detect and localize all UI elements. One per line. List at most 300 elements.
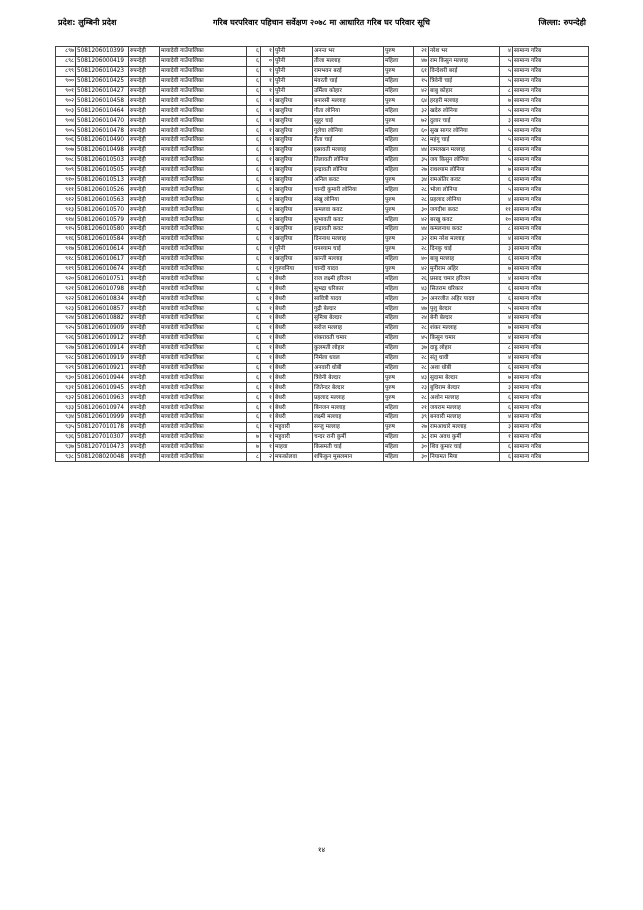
table-row [56,393,589,403]
cell-father-name: हरहरी मल्लाह [429,96,500,106]
cell-serial: ९३० [56,373,76,383]
cell-district: रुपन्देही [129,215,160,225]
cell-gender: महिला [384,76,414,86]
cell-members: ७ [500,264,513,274]
cell-members: १ [500,432,513,442]
cell-father-name: किसुन चमार [429,333,500,343]
cell-village: खजुरिया [274,234,313,244]
cell-father-name: राम किसुन मल्लाह [429,56,500,66]
cell-ward: ६ [247,195,261,205]
cell-district: रुपन्देही [129,323,160,333]
cell-household-id: 5081207010178 [76,422,129,432]
cell-head-name: किसमती चाई [313,442,384,452]
cell-household-id: 5081206010914 [76,343,129,353]
cell-father-name: नरेश भर [429,47,500,57]
cell-district: रुपन्देही [129,314,160,324]
cell-village: माहवा [274,442,313,452]
cell-district: रुपन्देही [129,403,160,413]
cell-category: सामान्य गरिब [513,264,589,274]
cell-ward: ६ [247,225,261,235]
cell-municipality: मायादेवी गाउँपालिका [160,353,247,363]
cell-serial: ९०१ [56,86,76,96]
cell-father-name: दुलार चाई [429,116,500,126]
cell-serial: ९२८ [56,353,76,363]
cell-members: ५ [500,56,513,66]
cell-village: खजुरिया [274,96,313,106]
table-row [56,422,589,432]
table-row [56,403,589,413]
cell-members: ४ [500,314,513,324]
cell-father-name: प्रसाद चमार हरिजन [429,274,500,284]
cell-ward: ६ [247,314,261,324]
cell-head-name: इस्रावती मल्लाह [313,145,384,155]
cell-serial: ९३३ [56,403,76,413]
cell-head-name: घनश्याम चाई [313,244,384,254]
cell-members: ६ [500,403,513,413]
cell-members: ११ [500,205,513,215]
cell-category: सामान्य गरिब [513,136,589,146]
cell-members: ८ [500,86,513,96]
cell-village: बेथरी [274,393,313,403]
cell-tole-no: १ [261,205,274,215]
cell-head-name: सुभद्रा धरिकार [313,284,384,294]
cell-municipality: मायादेवी गाउँपालिका [160,333,247,343]
cell-district: रुपन्देही [129,363,160,373]
cell-ward: ६ [247,126,261,136]
cell-ward: ६ [247,333,261,343]
cell-head-name: तीजा मल्लाह [313,56,384,66]
cell-village: खजुरिया [274,106,313,116]
cell-members: ६ [500,452,513,462]
cell-ward: ६ [247,403,261,413]
cell-district: रुपन्देही [129,155,160,165]
cell-tole-no: १ [261,314,274,324]
cell-age: ४२ [414,215,429,225]
table-row [56,284,589,294]
cell-members: ६ [500,284,513,294]
cell-members: ६ [500,294,513,304]
cell-household-id: 5081206010674 [76,264,129,274]
cell-gender: महिला [384,403,414,413]
cell-household-id: 5081206010834 [76,294,129,304]
cell-ward: ६ [247,373,261,383]
cell-category: सामान्य गरिब [513,363,589,373]
cell-head-name: सावित्री यादव [313,294,384,304]
cell-category: सामान्य गरिब [513,373,589,383]
cell-father-name: राम अवध कुर्मी [429,432,500,442]
cell-age: ३२ [414,106,429,116]
cell-serial: ९३५ [56,422,76,432]
cell-gender: पुरुष [384,116,414,126]
cell-tole-no: ० [261,56,274,66]
cell-tole-no: १ [261,422,274,432]
cell-district: रुपन्देही [129,47,160,57]
cell-age: २१ [414,47,429,57]
cell-tole-no: १ [261,304,274,314]
cell-head-name: गीता लोनिया [313,106,384,116]
cell-father-name: सुदामा बेल्दार [429,373,500,383]
cell-ward: ६ [247,116,261,126]
table-row [56,96,589,106]
table-row [56,314,589,324]
cell-members: ४ [500,47,513,57]
cell-household-id: 5081206010857 [76,304,129,314]
cell-head-name: अनन्त भर [313,47,384,57]
cell-gender: महिला [384,304,414,314]
table-row [56,136,589,146]
cell-village: मफकोलवा [274,452,313,462]
cell-age: ३० [414,294,429,304]
table-row [56,116,589,126]
cell-father-name: दाह्रु लोहार [429,343,500,353]
cell-village: खजुरिया [274,165,313,175]
cell-gender: महिला [384,333,414,343]
cell-municipality: मायादेवी गाउँपालिका [160,175,247,185]
cell-head-name: गुलेचा लोनिया [313,126,384,136]
cell-gender: महिला [384,353,414,363]
cell-gender: महिला [384,432,414,442]
cell-age: २६ [414,274,429,284]
cell-head-name: शफिकुन मुसलमान [313,452,384,462]
cell-tole-no: १ [261,86,274,96]
cell-municipality: मायादेवी गाउँपालिका [160,165,247,175]
cell-gender: पुरुष [384,234,414,244]
cell-tole-no: १ [261,234,274,244]
cell-household-id: 5081206010919 [76,353,129,363]
cell-municipality: मायादेवी गाउँपालिका [160,225,247,235]
cell-household-id: 5081206010464 [76,106,129,116]
cell-tole-no: २ [261,452,274,462]
cell-municipality: मायादेवी गाउँपालिका [160,294,247,304]
cell-father-name: राधश्याम लोनिया [429,165,500,175]
table-row [56,195,589,205]
cell-district: रुपन्देही [129,422,160,432]
cell-village: खजुरिया [274,185,313,195]
cell-serial: ९१७ [56,244,76,254]
cell-household-id: 5081206010423 [76,66,129,76]
cell-serial: ९१५ [56,225,76,235]
cell-age: ३२ [414,234,429,244]
cell-village: पुरैनी [274,47,313,57]
cell-category: सामान्य गरिब [513,442,589,452]
cell-tole-no: १ [261,106,274,116]
cell-district: रुपन्देही [129,333,160,343]
table-row [56,294,589,304]
cell-serial: ९२३ [56,304,76,314]
cell-ward: ६ [247,215,261,225]
cell-district: रुपन्देही [129,383,160,393]
table-row [56,373,589,383]
cell-tole-no: १ [261,383,274,393]
cell-father-name: राम नरेश मल्लाह [429,234,500,244]
cell-household-id: 5081206010470 [76,116,129,126]
cell-members: ७ [500,165,513,175]
table-row [56,215,589,225]
cell-age: ३० [414,442,429,452]
cell-age: ४४ [414,145,429,155]
cell-father-name: जयराम मल्लाह [429,403,500,413]
cell-head-name: बनारसी मल्लाह [313,96,384,106]
cell-gender: महिला [384,155,414,165]
table-row [56,175,589,185]
cell-age: ७२ [414,116,429,126]
cell-age: ४४ [414,225,429,235]
cell-household-id: 5081206010798 [76,284,129,294]
cell-head-name: गुद्री बेल्दार [313,304,384,314]
table-row [56,66,589,76]
cell-municipality: मायादेवी गाउँपालिका [160,56,247,66]
cell-category: सामान्य गरिब [513,432,589,442]
cell-household-id: 5081206010425 [76,76,129,86]
cell-serial: ९०२ [56,96,76,106]
cell-members: ४ [500,333,513,343]
cell-ward: ६ [247,304,261,314]
cell-district: रुपन्देही [129,56,160,66]
cell-village: पुरैनी [274,86,313,96]
cell-village: खजुरिया [274,155,313,165]
cell-district: रुपन्देही [129,136,160,146]
cell-district: रुपन्देही [129,412,160,422]
cell-serial: ९१३ [56,205,76,215]
table-row [56,264,589,274]
cell-household-id: 5081206010503 [76,155,129,165]
cell-gender: महिला [384,165,414,175]
cell-age: ३७ [414,343,429,353]
cell-members: ५ [500,106,513,116]
cell-municipality: मायादेवी गाउँपालिका [160,215,247,225]
cell-tole-no: १ [261,403,274,413]
cell-father-name: रामआधारे मल्लाह [429,422,500,432]
cell-village: बेथरी [274,314,313,324]
cell-age: २८ [414,136,429,146]
cell-ward: ६ [247,383,261,393]
cell-gender: पुरुष [384,47,414,57]
cell-head-name: निर्मला धवल [313,353,384,363]
table-row [56,86,589,96]
cell-age: ३० [414,452,429,462]
cell-head-name: कुलमती लोहार [313,343,384,353]
cell-age: २८ [414,185,429,195]
cell-category: सामान्य गरिब [513,195,589,205]
cell-tole-no: १ [261,244,274,254]
cell-head-name: बिनजन मल्लाह [313,403,384,413]
cell-head-name: कमलवा कवट [313,205,384,215]
cell-tole-no: १ [261,294,274,304]
cell-members: ६ [500,254,513,264]
cell-district: रुपन्देही [129,116,160,126]
cell-father-name: जगदीश कवट [429,205,500,215]
cell-household-id: 5081206010912 [76,333,129,343]
cell-head-name: सन्जु मल्लाह [313,422,384,432]
cell-household-id: 5081206010921 [76,363,129,373]
cell-father-name: प्रहलाद लोनिया [429,195,500,205]
document-title: गरिब घरपरिवार पहिचान सर्वेक्षण २०७८ मा आधारित गरिब घर परिवार सूचि [212,18,430,27]
cell-ward: ६ [247,422,261,432]
table-row [56,432,589,442]
cell-serial: ९१९ [56,264,76,274]
cell-tole-no: १ [261,116,274,126]
cell-household-id: 5081206010498 [76,145,129,155]
cell-category: सामान्य गरिब [513,96,589,106]
cell-head-name: उर्मिला कोहार [313,86,384,96]
cell-ward: ६ [247,47,261,57]
cell-gender: महिला [384,215,414,225]
cell-village: महुवारी [274,432,313,442]
cell-father-name: बरखु कवट [429,215,500,225]
cell-ward: ६ [247,165,261,175]
cell-age: ३० [414,205,429,215]
cell-head-name: कान्ती मल्लाह [313,254,384,264]
cell-district: रुपन्देही [129,165,160,175]
cell-village: खजुरिया [274,126,313,136]
cell-members: ५ [500,185,513,195]
cell-household-id: 5081206010617 [76,254,129,264]
cell-ward: ६ [247,175,261,185]
cell-serial: ९३८ [56,452,76,462]
cell-head-name: चन्दर रानी कुर्मी [313,432,384,442]
cell-serial: ९२१ [56,284,76,294]
cell-ward: ६ [247,353,261,363]
cell-father-name: महंगु चाई [429,136,500,146]
table-row [56,452,589,462]
cell-serial: ९०७ [56,145,76,155]
cell-household-id: 5081206010944 [76,373,129,383]
cell-district: रुपन्देही [129,393,160,403]
cell-household-id: 5081206010614 [76,244,129,254]
table-row [56,304,589,314]
cell-district: रुपन्देही [129,373,160,383]
cell-district: रुपन्देही [129,304,160,314]
cell-age: ३५ [414,155,429,165]
cell-municipality: मायादेवी गाउँपालिका [160,155,247,165]
cell-members: ७ [500,373,513,383]
cell-gender: पुरुष [384,205,414,215]
table-row [56,442,589,452]
cell-head-name: अनिल कवट [313,175,384,185]
table-row [56,165,589,175]
cell-ward: ६ [247,106,261,116]
cell-category: सामान्य गरिब [513,234,589,244]
cell-district: रुपन्देही [129,185,160,195]
cell-members: १० [500,215,513,225]
cell-age: २८ [414,353,429,363]
cell-municipality: मायादेवी गाउँपालिका [160,234,247,244]
cell-tole-no: १ [261,333,274,343]
cell-members: ५ [500,136,513,146]
cell-gender: महिला [384,452,414,462]
cell-municipality: मायादेवी गाउँपालिका [160,185,247,195]
cell-age: २८ [414,244,429,254]
cell-head-name: इन्द्रावती कवट [313,225,384,235]
cell-father-name: अनरजीत अहिर यादव [429,294,500,304]
cell-ward: ६ [247,185,261,195]
table-row [56,76,589,86]
page-number: १४ [317,846,326,854]
cell-category: सामान्य गरिब [513,244,589,254]
cell-village: खजुरिया [274,205,313,215]
cell-father-name: पुशु बेल्दार [429,304,500,314]
cell-category: सामान्य गरिब [513,66,589,76]
cell-ward: ६ [247,155,261,165]
cell-serial: ९१२ [56,195,76,205]
cell-household-id: 5081206010974 [76,403,129,413]
cell-municipality: मायादेवी गाउँपालिका [160,412,247,422]
cell-ward: ७ [247,432,261,442]
cell-category: सामान्य गरिब [513,116,589,126]
table-row [56,56,589,66]
cell-gender: महिला [384,442,414,452]
cell-father-name: अशा धोबी [429,363,500,373]
cell-age: ४७ [414,304,429,314]
cell-serial: ९३१ [56,383,76,393]
cell-head-name: तिलावती लोनिया [313,155,384,165]
cell-household-id: 5081206010963 [76,393,129,403]
cell-gender: महिला [384,323,414,333]
cell-age: २१ [414,403,429,413]
cell-category: सामान्य गरिब [513,56,589,66]
cell-household-id: 5081206010579 [76,215,129,225]
cell-village: बेथरी [274,294,313,304]
cell-members: ३ [500,383,513,393]
cell-category: सामान्य गरिब [513,284,589,294]
cell-tole-no: १ [261,264,274,274]
cell-household-id: 5081206010882 [76,314,129,324]
cell-tole-no: १ [261,47,274,57]
cell-head-name: जितेन्दर बेल्दार [313,383,384,393]
cell-district: रुपन्देही [129,234,160,244]
cell-serial: ९११ [56,185,76,195]
cell-gender: पुरुष [384,373,414,383]
cell-category: सामान्य गरिब [513,165,589,175]
cell-father-name: त्रिवेनी चाई [429,76,500,86]
cell-district: रुपन्देही [129,225,160,235]
cell-category: सामान्य गरिब [513,175,589,185]
cell-father-name: मुनीराम अहिर [429,264,500,274]
cell-household-id: 5081206010526 [76,185,129,195]
cell-father-name: रामलखन मल्लाह [429,145,500,155]
table-row [56,234,589,244]
cell-head-name: सरोज मल्लाह [313,323,384,333]
cell-municipality: मायादेवी गाउँपालिका [160,96,247,106]
cell-father-name: दिनकु चाई [429,244,500,254]
cell-head-name: शंकरावती चमार [313,333,384,343]
cell-municipality: मायादेवी गाउँपालिका [160,432,247,442]
cell-gender: महिला [384,284,414,294]
cell-age: ६० [414,126,429,136]
cell-members: ४ [500,274,513,284]
cell-municipality: मायादेवी गाउँपालिका [160,195,247,205]
cell-members: ३ [500,116,513,126]
cell-village: पुरैनी [274,76,313,86]
cell-category: सामान्य गरिब [513,294,589,304]
cell-age: २८ [414,363,429,373]
cell-village: खजुरिया [274,225,313,235]
province-label: प्रदेश: लुम्बिनी प्रदेश [58,18,117,27]
cell-tole-no: १ [261,274,274,284]
cell-village: बेथरी [274,403,313,413]
cell-serial: ९२५ [56,323,76,333]
cell-father-name: बुधिराम बेल्दार [429,383,500,393]
cell-household-id: 5081206010580 [76,225,129,235]
table-row [56,333,589,343]
cell-category: सामान्य गरिब [513,333,589,343]
cell-father-name: जय किसुन लोनिया [429,155,500,165]
cell-municipality: मायादेवी गाउँपालिका [160,363,247,373]
cell-district: रुपन्देही [129,353,160,363]
cell-category: सामान्य गरिब [513,343,589,353]
cell-category: सामान्य गरिब [513,323,589,333]
cell-father-name: भोला लोनिया [429,185,500,195]
